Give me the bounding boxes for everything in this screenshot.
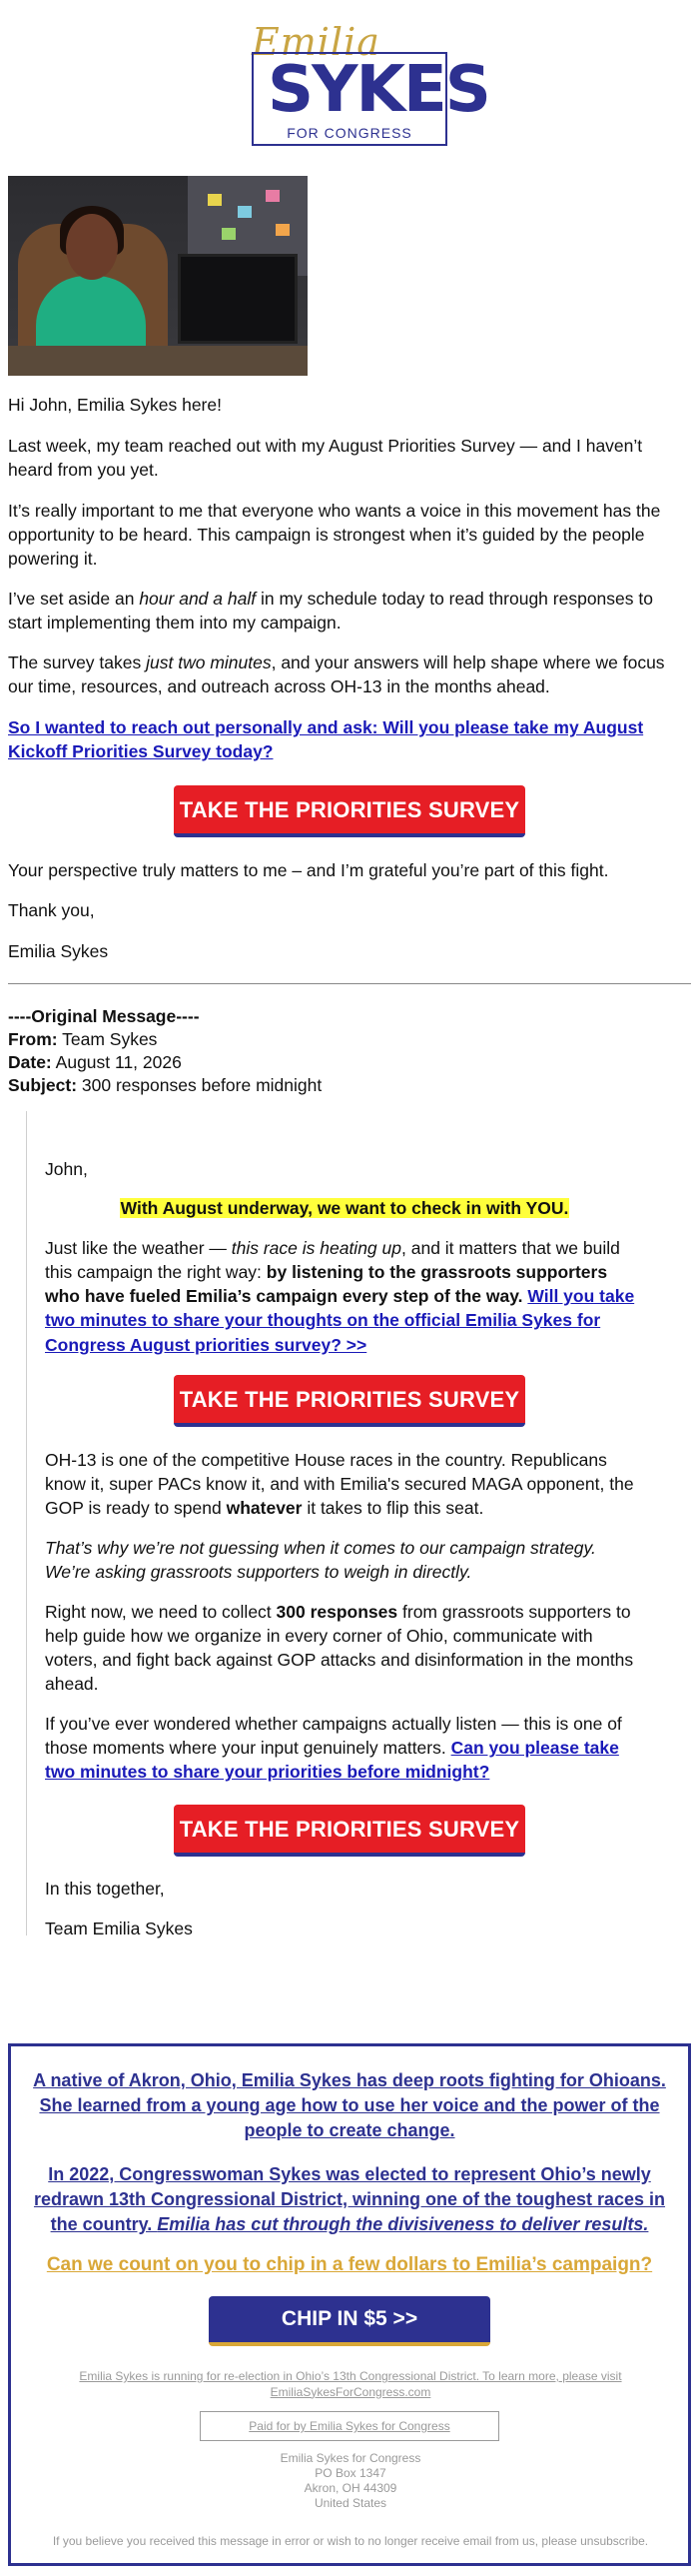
- quote-border: [26, 1111, 27, 1935]
- highlight-line: [45, 1196, 644, 1220]
- logo-sykes-text: SYKES: [268, 53, 489, 127]
- text-span: from grassroots supporters to help guide how we organize in every corner of Ohio, communicate with voters, and fight back against GOP attacks and disinformation in the months ahead.: [45, 1602, 634, 1695]
- strong-text: 300 responses: [276, 1602, 398, 1622]
- letter-paragraph: It’s really important to me that everyone who wants a voice in this movement has the opportunity to be heard. This campaign is strongest when it’s guided by the people powering it.: [8, 501, 661, 570]
- photo-sticky-note: [222, 228, 236, 240]
- original-message-heading: ----Original Message----: [8, 1006, 200, 1026]
- text-span: If you’ve ever wondered whether campaigns actually listen — this is one of those moments where your input genuinely matters.: [45, 1714, 622, 1759]
- text-span: OH-13 is one of the competitive House races in the country. Republicans know it, super PACs know it, and with Emilia's secured MAGA opponent, the GOP is ready to spend: [45, 1450, 634, 1519]
- date-value: August 11, 2026: [55, 1052, 182, 1072]
- logo-box: [252, 52, 489, 146]
- original-paragraph: [45, 1600, 644, 1697]
- address-line: Emilia Sykes for Congress: [280, 2451, 421, 2465]
- survey-link[interactable]: So I wanted to reach out personally and ask: Will you please take my August Kickoff Priorities Survey today?: [8, 717, 644, 762]
- from-value: Team Sykes: [62, 1029, 158, 1049]
- photo-sticky-note: [266, 190, 280, 202]
- original-paragraph: [45, 1712, 644, 1784]
- take-survey-button[interactable]: TAKE THE PRIORITIES SURVEY: [174, 1375, 525, 1427]
- donation-ask-link[interactable]: Can we count on you to chip in a few dollars to Emilia’s campaign?: [46, 2254, 653, 2275]
- emphasis-text: Emilia has cut through the divisiveness to deliver results.: [157, 2214, 649, 2235]
- emphasis-text: this race is heating up: [231, 1238, 401, 1258]
- reelection-note: [71, 2369, 630, 2400]
- text-span: Right now, we need to collect: [45, 1602, 277, 1622]
- text-span: In 2022, Congresswoman Sykes was elected to represent Ohio’s newly redrawn 13th Congressional District, winning one of the toughest races in the country.: [33, 2164, 666, 2235]
- text-span: Just like the weather —: [45, 1238, 232, 1258]
- photo-monitor: [178, 254, 298, 344]
- bio-link[interactable]: A native of Akron, Ohio, Emilia Sykes has deep roots fighting for Ohioans. She learned from a young age how to use her voice and the power of the people to create change.: [33, 2070, 666, 2141]
- address-line: Akron, OH 44309: [304, 2481, 397, 2495]
- take-survey-button[interactable]: TAKE THE PRIORITIES SURVEY: [174, 785, 525, 837]
- chip-in-button[interactable]: CHIP IN $5 >>: [209, 2296, 490, 2346]
- text-span: The survey takes: [8, 652, 147, 672]
- unsubscribe-note: If you believe you received this message in error or wish to no longer receive email from us, please unsubscribe.: [52, 2534, 649, 2548]
- original-from-line: [8, 1027, 691, 1051]
- paid-for-disclaimer: [200, 2411, 499, 2441]
- bio-paragraph: [27, 2162, 672, 2238]
- campaign-logo: [250, 16, 489, 146]
- text-span: , and it matters that we build this campaign the right way:: [45, 1238, 620, 1283]
- letter-paragraph: [8, 650, 691, 698]
- text-span: in my schedule today to read through responses to start implementing them into my campaign.: [8, 589, 653, 634]
- photo-desk: [8, 346, 308, 376]
- greeting: Hi John, Emilia Sykes here!: [8, 395, 222, 415]
- original-subject-line: [8, 1073, 691, 1097]
- original-paragraph: That’s why we’re not guessing when it comes to our campaign strategy. We’re asking grassroots supporters to weigh in directly.: [45, 1538, 596, 1583]
- photo-sticky-note: [208, 194, 222, 206]
- address-line: United States: [314, 2496, 387, 2510]
- take-survey-button[interactable]: TAKE THE PRIORITIES SURVEY: [174, 1805, 525, 1857]
- strong-text: by listening to the grassroots supporters who have fueled Emilia’s campaign every step of the way.: [45, 1262, 608, 1307]
- thanks-line: Thank you,: [8, 900, 95, 920]
- subject-label: Subject:: [8, 1075, 78, 1095]
- donation-ask: [27, 2252, 672, 2279]
- emphasis-text: hour and a half: [139, 589, 257, 609]
- paid-for-link[interactable]: Paid for by Emilia Sykes for Congress: [249, 2419, 450, 2433]
- logo-for-congress-text: FOR CONGRESS: [287, 125, 412, 141]
- photo-sticky-note: [276, 224, 290, 236]
- letter-paragraph: [8, 587, 691, 635]
- survey-link[interactable]: Will you take two minutes to share your thoughts on the official Emilia Sykes for Congress August priorities survey? >>: [45, 1286, 635, 1355]
- footer-box: [8, 2043, 691, 2566]
- candidate-photo: [8, 176, 308, 376]
- team-signature: Team Emilia Sykes: [45, 1919, 193, 1938]
- survey-ask-paragraph: [8, 715, 691, 763]
- reelection-link[interactable]: Emilia Sykes is running for re-election in Ohio’s 13th Congressional District. To learn more, please visit EmiliaSykesForCongress.com: [79, 2369, 622, 2399]
- date-label: Date:: [8, 1052, 52, 1072]
- signature: Emilia Sykes: [8, 941, 109, 961]
- address-line: PO Box 1347: [315, 2466, 386, 2480]
- subject-value: 300 responses before midnight: [81, 1075, 323, 1095]
- letter-paragraph: Last week, my team reached out with my August Priorities Survey — and I haven’t heard from you yet.: [8, 436, 643, 481]
- original-date-line: [8, 1050, 691, 1074]
- letter-paragraph: Your perspective truly matters to me – and I’m grateful you’re part of this fight.: [8, 860, 609, 880]
- logo-emilia-text: Emilia: [252, 20, 380, 64]
- survey-link[interactable]: Can you please take two minutes to share your priorities before midnight?: [45, 1738, 619, 1783]
- original-paragraph: [45, 1236, 644, 1357]
- original-greeting: John,: [45, 1159, 88, 1179]
- closing-line: In this together,: [45, 1879, 165, 1899]
- text-span: I’ve set aside an: [8, 589, 140, 609]
- emphasis-text: just two minutes: [146, 652, 272, 672]
- text-span: it takes to flip this seat.: [302, 1498, 484, 1519]
- original-paragraph: [45, 1448, 644, 1520]
- highlight-text: With August underway, we want to check in with YOU.: [120, 1198, 569, 1218]
- bio-link[interactable]: [34, 2164, 665, 2234]
- photo-person-head: [66, 214, 118, 280]
- photo-sticky-note: [238, 206, 252, 218]
- from-label: From:: [8, 1029, 58, 1049]
- text-span: , and your answers will help shape where we focus our time, resources, and outreach across OH-13 in the months ahead.: [8, 652, 665, 697]
- divider: [8, 983, 691, 984]
- strong-text: whatever: [226, 1498, 303, 1519]
- bio-paragraph: [27, 2068, 672, 2144]
